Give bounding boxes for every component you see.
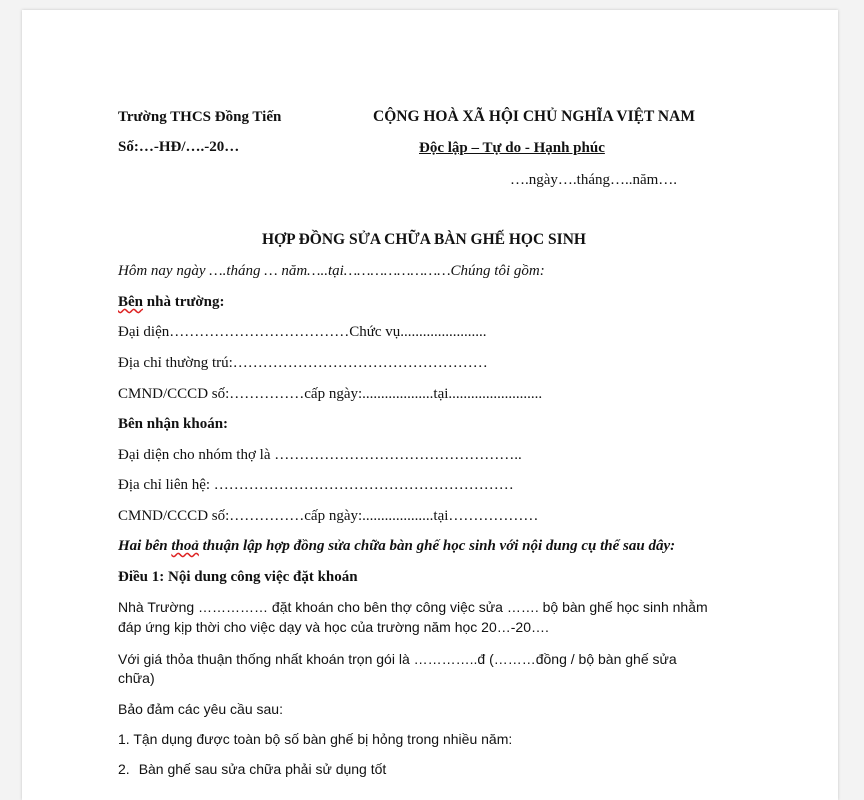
party-a-address: Địa chỉ thường trú:……………………………………………: [118, 355, 488, 371]
article-1-paragraph-2-line-1: Với giá thỏa thuận thống nhất khoán trọn gói là …………..đ (………đồng / bộ bàn ghế sửa: [118, 651, 677, 667]
party-b-heading: Bên nhận khoán:: [118, 416, 229, 432]
requirement-2: [118, 760, 386, 778]
national-title: CỘNG HOÀ XÃ HỘI CHỦ NGHĨA VIỆT NAM: [373, 108, 695, 125]
party-a-heading-rest: nhà trường:: [143, 294, 225, 310]
requirement-2-text: Bàn ghế sau sửa chữa phải sử dụng tốt: [138, 761, 387, 777]
agreement-line: [118, 537, 675, 555]
party-a-heading-word: Bên: [118, 294, 144, 310]
party-a-representative: Đại diện………………………………Chức vụ.......................: [118, 324, 487, 340]
intro-line: Hôm nay ngày ….tháng … năm…..tại……………………Chúng tôi gồm:: [118, 263, 545, 279]
article-1-heading: Điều 1: Nội dung công việc đặt khoán: [118, 569, 358, 585]
national-motto: Độc lập – Tự do - Hạnh phúc: [419, 140, 605, 156]
school-name: Trường THCS Đồng Tiến: [118, 109, 282, 125]
party-b-id: CMND/CCCD số:……………cấp ngày:...................tại………………: [118, 508, 539, 524]
contract-title: HỢP ĐỒNG SỬA CHỮA BÀN GHẾ HỌC SINH: [262, 231, 586, 248]
article-1-paragraph-2-line-2: chữa): [118, 670, 155, 686]
document-page: [22, 10, 838, 800]
party-b-contact: Địa chỉ liên hệ: ……………………………………………………: [118, 477, 514, 493]
requirement-2-number: 2.: [118, 761, 130, 777]
article-1-paragraph-1-line-1: Nhà Trường …………… đặt khoán cho bên thợ công việc sửa ……. bộ bàn ghế học sinh nhằm: [118, 599, 708, 615]
party-a-id: CMND/CCCD số:……………cấp ngày:...................tại.........................: [118, 386, 543, 402]
requirement-1: 1. Tận dụng được toàn bộ số bàn ghế bị hỏng trong nhiều năm:: [118, 731, 513, 747]
requirements-label: Bảo đảm các yêu cầu sau:: [118, 701, 283, 717]
agreement-mark: thoả: [171, 538, 199, 554]
agreement-pre: Hai bên: [118, 538, 172, 554]
article-1-paragraph-1-line-2: đáp ứng kịp thời cho việc dạy và học của trường năm học 20…-20….: [118, 619, 549, 635]
date-line: ….ngày….tháng…..năm….: [510, 172, 678, 188]
agreement-post: thuận lập hợp đồng sửa chữa bàn ghế học sinh với nội dung cụ thể sau dây:: [198, 538, 676, 554]
party-a-heading: [118, 293, 225, 311]
party-b-representative: Đại diện cho nhóm thợ là …………………………………………..: [118, 447, 522, 463]
document-number: Số:…-HĐ/….-20…: [118, 139, 240, 155]
